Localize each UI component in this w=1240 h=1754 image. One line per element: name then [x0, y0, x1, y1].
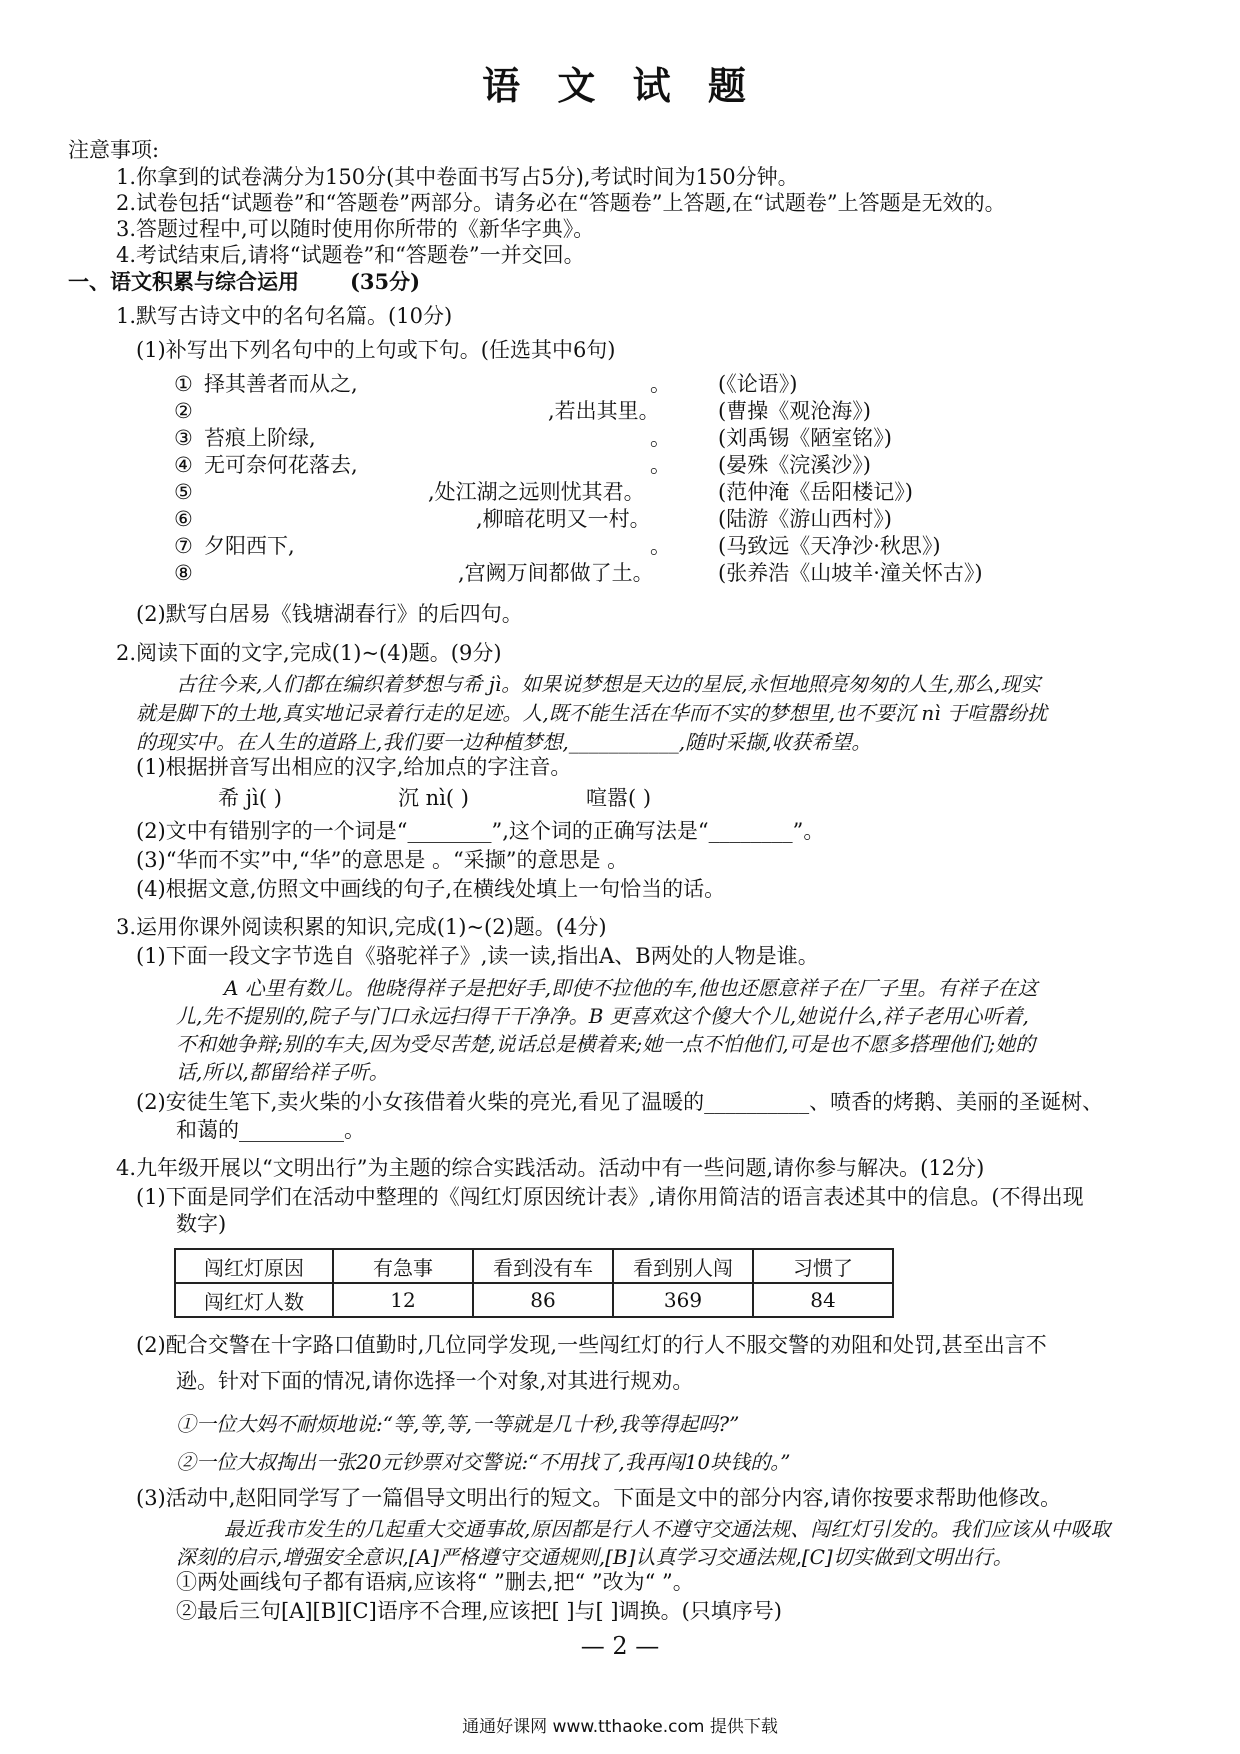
table-cell: 369 — [613, 1283, 753, 1317]
q4-passage-line: 最近我市发生的几起重大交通事故,原因都是行人不遵守交通法规、闯红灯引发的。我们应该从中吸取 — [224, 1517, 1111, 1541]
verse-source: (陆游《游山西村》) — [718, 507, 892, 531]
verse-right: 。 — [650, 453, 671, 477]
verse-num: ⑧ — [174, 561, 193, 585]
verse-right: ,若出其里。 — [548, 399, 660, 423]
table-header-cell: 习惯了 — [753, 1249, 893, 1283]
pinyin-item: 沉 nì( ) — [398, 786, 469, 810]
verse-left: 苔痕上阶绿, — [204, 426, 316, 450]
verse-num: ① — [174, 372, 193, 396]
red-light-stats-table — [174, 1248, 894, 1318]
case-item: ②一位大叔掏出一张20元钞票对交警说:“不用找了,我再闯10块钱的。” — [176, 1450, 791, 1474]
verse-source: (马致远《天净沙·秋思》) — [718, 534, 941, 558]
verse-source: (曹操《观沧海》) — [718, 399, 871, 423]
question-3-sub2-cont: 和蔼的__________。 — [176, 1118, 365, 1142]
question-4-sub3: (3)活动中,赵阳同学写了一篇倡导文明出行的短文。下面是文中的部分内容,请你按要求帮助他修改。 — [136, 1486, 1062, 1510]
table-cell: 12 — [333, 1283, 473, 1317]
q2-passage-line: 古往今来,人们都在编织着梦想与希 jì。如果说梦想是天边的星辰,永恒地照亮匆匆的人生,那么,现实 — [176, 672, 1041, 696]
notice-item: 2.试卷包括“试题卷”和“答题卷”两部分。请务必在“答题卷”上答题,在“试题卷”上答题是无效的。 — [116, 191, 1006, 215]
answer-line: ②最后三句[A][B][C]语序不合理,应该把[ ]与[ ]调换。(只填序号) — [176, 1599, 783, 1623]
notice-item: 3.答题过程中,可以随时使用你所带的《新华字典》。 — [116, 217, 595, 241]
verse-source: (张养浩《山坡羊·潼关怀古》) — [718, 561, 983, 585]
table-header-cell: 看到没有车 — [473, 1249, 613, 1283]
table-row-label: 闯红灯人数 — [175, 1283, 333, 1317]
answer-line: ①两处画线句子都有语病,应该将“ ”删去,把“ ”改为“ ”。 — [176, 1570, 694, 1594]
verse-num: ② — [174, 399, 193, 423]
question-4-sub1: (1)下面是同学们在活动中整理的《闯红灯原因统计表》,请你用简洁的语言表述其中的信息。(不得出现 — [136, 1185, 1084, 1209]
q2-passage-line: 的现实中。在人生的道路上,我们要一边种植梦想,___________,随时采撷,收获希望。 — [136, 730, 872, 754]
notice-heading: 注意事项: — [68, 138, 160, 162]
page-title: 语 文 试 题 — [482, 63, 758, 108]
question-4-sub2: (2)配合交警在十字路口值勤时,几位同学发现,一些闯红灯的行人不服交警的劝阻和处罚,甚至出言不 — [136, 1333, 1047, 1357]
question-2-sub1: (1)根据拼音写出相应的汉字,给加点的字注音。 — [136, 755, 572, 779]
question-2-prompt: 2.阅读下面的文字,完成(1)~(4)题。(9分) — [116, 641, 502, 665]
verse-left: 夕阳西下, — [204, 534, 295, 558]
verse-source: (范仲淹《岳阳楼记》) — [718, 480, 913, 504]
question-4-prompt: 4.九年级开展以“文明出行”为主题的综合实践活动。活动中有一些问题,请你参与解决。(12分) — [116, 1156, 985, 1180]
verse-source: (刘禹锡《陋室铭》) — [718, 426, 892, 450]
q4-passage-line: 深刻的启示,增强安全意识,[A]严格遵守交通规则,[B]认真学习交通法规,[C]切实做到文明出行。 — [176, 1545, 1013, 1569]
question-3-sub1: (1)下面一段文字节选自《骆驼祥子》,读一读,指出A、B两处的人物是谁。 — [136, 944, 819, 968]
verse-right: ,宫阙万间都做了土。 — [458, 561, 654, 585]
notice-item: 4.考试结束后,请将“试题卷”和“答题卷”一并交回。 — [116, 243, 585, 267]
verse-right: 。 — [650, 426, 671, 450]
notice-item: 1.你拿到的试卷满分为150分(其中卷面书写占5分),考试时间为150分钟。 — [116, 165, 799, 189]
case-item: ①一位大妈不耐烦地说:“等,等,等,一等就是几十秒,我等得起吗?” — [176, 1412, 740, 1436]
question-3-prompt: 3.运用你课外阅读积累的知识,完成(1)~(2)题。(4分) — [116, 915, 607, 939]
table-header-cell: 看到别人闯 — [613, 1249, 753, 1283]
verse-left: 无可奈何花落去, — [204, 453, 358, 477]
question-4-sub2-cont: 逊。针对下面的情况,请你选择一个对象,对其进行规劝。 — [176, 1369, 694, 1393]
table-header-cell: 闯红灯原因 — [175, 1249, 333, 1283]
question-4-sub1-cont: 数字) — [176, 1212, 227, 1236]
verse-num: ③ — [174, 426, 193, 450]
table-header-cell: 有急事 — [333, 1249, 473, 1283]
verse-num: ④ — [174, 453, 193, 477]
section-score: (35分) — [350, 269, 421, 294]
q3-passage-line: 话,所以,都留给祥子听。 — [176, 1060, 389, 1084]
verse-right: ,处江湖之远则忧其君。 — [428, 480, 645, 504]
verse-left: 择其善者而从之, — [204, 372, 358, 396]
pinyin-item: 希 jì( ) — [218, 786, 282, 810]
page-number: — 2 — — [580, 1632, 660, 1660]
verse-source: (《论语》) — [718, 372, 798, 396]
question-1-sub1: (1)补写出下列名句中的上句或下句。(任选其中6句) — [136, 338, 616, 362]
table-cell: 86 — [473, 1283, 613, 1317]
section-heading: 一、语文积累与综合运用 — [68, 269, 299, 294]
question-2-sub3: (3)“华而不实”中,“华”的意思是 。“采撷”的意思是 。 — [136, 848, 629, 872]
question-1-sub2: (2)默写白居易《钱塘湖春行》的后四句。 — [136, 602, 523, 626]
pinyin-item: 喧嚣( ) — [586, 786, 652, 810]
table-row — [175, 1283, 893, 1317]
verse-num: ⑤ — [174, 480, 193, 504]
q3-passage-line: A 心里有数儿。他晓得祥子是把好手,即使不拉他的车,他也还愿意祥子在厂子里。有祥子在这 — [224, 976, 1038, 1000]
q3-passage-line: 儿,先不提别的,院子与门口永远扫得干干净净。B 更喜欢这个傻大个儿,她说什么,祥子老用心听着, — [176, 1004, 1029, 1028]
verse-num: ⑥ — [174, 507, 193, 531]
q3-passage-line: 不和她争辩;别的车夫,因为受尽苦楚,说话总是横着来;她一点不怕他们,可是也不愿多搭理他们;她的 — [176, 1032, 1036, 1056]
verse-right: ,柳暗花明又一村。 — [476, 507, 651, 531]
verse-right: 。 — [650, 372, 671, 396]
question-3-sub2: (2)安徒生笔下,卖火柴的小女孩借着火柴的亮光,看见了温暖的__________、喷香的烤鹅、美丽的圣诞树、 — [136, 1090, 1104, 1114]
table-cell: 84 — [753, 1283, 893, 1317]
question-2-sub4: (4)根据文意,仿照文中画线的句子,在横线处填上一句恰当的话。 — [136, 877, 726, 901]
verse-num: ⑦ — [174, 534, 193, 558]
footer-credit: 通通好课网 www.tthaoke.com 提供下载 — [462, 1717, 778, 1737]
table-header-row — [175, 1249, 893, 1283]
question-1-prompt: 1.默写古诗文中的名句名篇。(10分) — [116, 304, 453, 328]
verse-right: 。 — [650, 534, 671, 558]
q2-passage-line: 就是脚下的土地,真实地记录着行走的足迹。人,既不能生活在华而不实的梦想里,也不要沉 nì 于喧嚣纷扰 — [136, 701, 1048, 725]
question-2-sub2: (2)文中有错别字的一个词是“________”,这个词的正确写法是“________”。 — [136, 819, 825, 843]
verse-source: (晏殊《浣溪沙》) — [718, 453, 871, 477]
